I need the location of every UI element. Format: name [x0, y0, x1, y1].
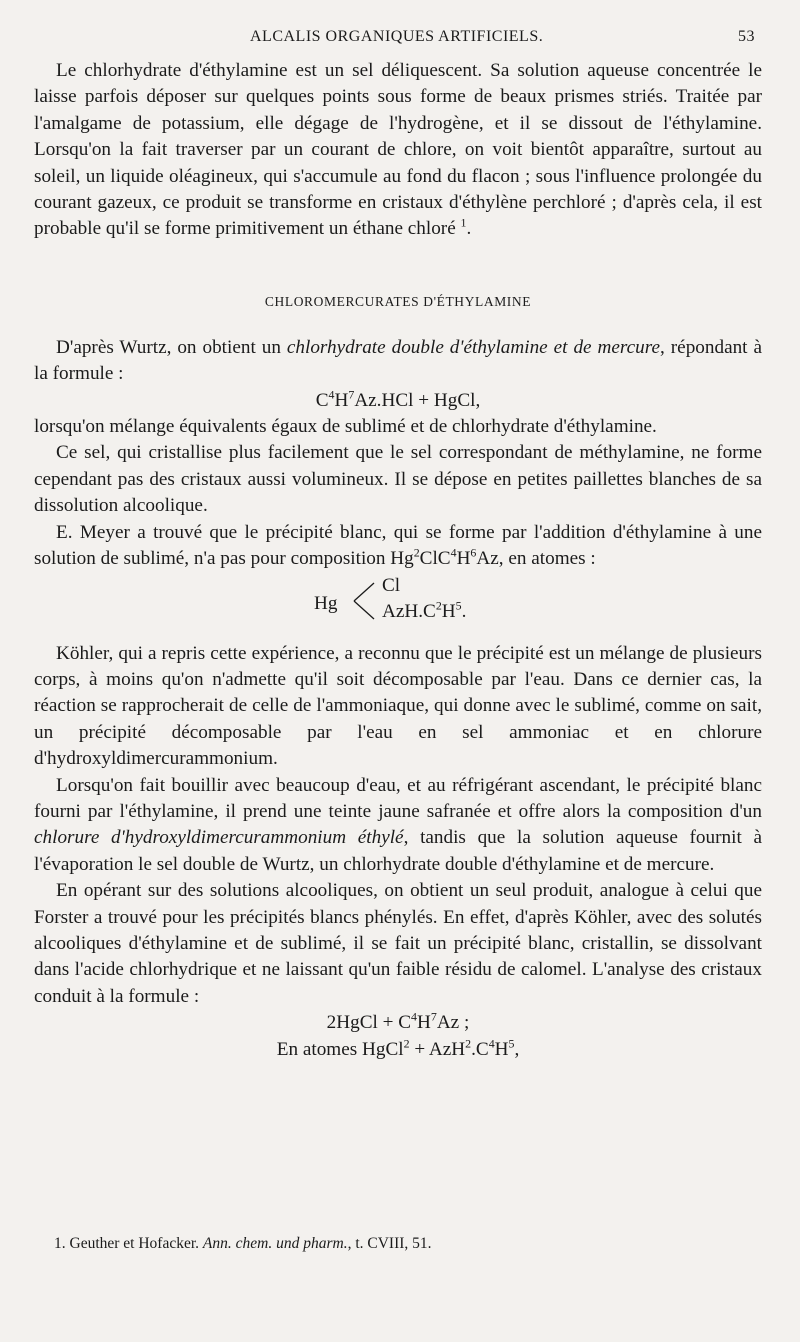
paragraph-boiling: Lorsqu'on fait bouillir avec beaucoup d'eau, et au réfrigérant ascendant, le précipité blanc fourni par l'éthylamine, il prend une teinte jaune safranée et offre alors la composition d'un chlorure d'hydroxyldimercurammonium éthylé, tandis que la solution aqueuse fournit à l'évaporation le sel double de Wurtz, un chlorhydrate double d'éthylamine et de mercure.	[34, 774, 762, 875]
inline-formula: $Hg^2ClC^4H^6Az$	[390, 545, 499, 570]
footnote-journal: Ann. chem. und pharm.	[202, 1235, 348, 1252]
formula-atoms: En atomes HgCl$^2$ + $AzH^2.C^4H^5$,	[276, 1036, 520, 1060]
footnote-number: 1.	[54, 1235, 66, 1252]
footnote-reference: , t. CVIII, 51.	[347, 1235, 432, 1252]
branch-bracket	[352, 579, 376, 623]
formula-cl: Cl	[382, 574, 401, 596]
running-title: ALCALIS ORGANIQUES ARTIFICIELS.	[250, 28, 544, 45]
formula-azh: $AzH.C^2H^5$.	[382, 598, 467, 622]
paragraph-crystals: Ce sel, qui cristallise plus facilement que le sel correspondant de méthylamine, ne forme cependant pas des cristaux aussi volumineux. Il se dépose en petites paillettes blanches de sa dissolution alcoolique.	[34, 442, 762, 517]
paragraph-alcoholic: En opérant sur des solutions alcooliques, on obtient un seul produit, analogue à celui que Forster a trouvé pour les précipités blancs phénylés. En effet, d'après Köhler, avec des solutés alcooliques d'éthylamine et de sublimé, il se fait un précipité blanc, cristallin, se dissolvant dans l'acide chlorhydrique et ne laissant qu'un faible résidu de calomel. L'analyse des cristaux conduit à la formule :	[34, 880, 762, 1007]
formula-final: 2HgCl + $C^4H^7Az$ ;	[326, 1009, 470, 1034]
footnote	[54, 1234, 432, 1254]
running-head	[0, 28, 800, 52]
body-text	[34, 58, 762, 1063]
paragraph-mix: lorsqu'on mélange équivalents égaux de sublimé et de chlorhydrate d'éthylamine.	[34, 416, 657, 438]
paragraph-deliquescent: Le chlorhydrate d'éthylamine est un sel déliquescent. Sa solution aqueuse concentrée le laisse parfois déposer sur quelques points sous forme de beaux prismes striés. Traitée par l'amalgame de potassium, elle dégage de l'hydrogène, et il se dissout de l'éthylamine. Lorsqu'on la fait traverser par un courant de chlore, on voit bientôt apparaître, surtout au soleil, un liquide oléagineux, qui s'accumule au fond du flacon ; sous l'influence prolongée du courant gazeux, ce produit se transforme en cristaux d'éthylène perchloré ; d'après cela, il est probable qu'il se forme primitivement un éthane chloré $^1$.	[34, 60, 762, 240]
formula-hg-branch	[34, 575, 762, 631]
formula-wurtz-salt: $C^4H^7Az.HCl$ + HgCl,	[315, 387, 481, 411]
paragraph-meyer: E. Meyer a trouvé que le précipité blanc, qui se forme par l'addition d'éthylamine à une solution de sublimé, n'a pas pour composition $Hg^2ClC^4H^6Az$, en atomes :	[34, 521, 762, 570]
paragraph-wurtz: D'après Wurtz, on obtient un chlorhydrate double d'éthylamine et de mercure, répondant à la formule :	[34, 336, 762, 385]
formula-hg: Hg	[314, 592, 338, 614]
paragraph-kohler: Köhler, qui a repris cette expérience, a reconnu que le précipité est un mélange de plusieurs corps, à moins qu'on n'admette qu'il soit décomposable par l'eau. Dans ce dernier cas, la réaction se rapprocherait de celle de l'ammoniaque, qui donne avec le sublimé, comme on sait, un précipité décomposable par l'eau en sel ammoniac et en chlorure d'hydroxyldimercurammonium.	[34, 642, 762, 770]
footnote-authors: Geuther et Hofacker.	[69, 1235, 200, 1252]
footnote-ref[interactable]: 1	[460, 216, 467, 231]
section-title: CHLOROMERCURATES D'ÉTHYLAMINE	[264, 293, 532, 309]
page-number: 53	[738, 28, 755, 45]
